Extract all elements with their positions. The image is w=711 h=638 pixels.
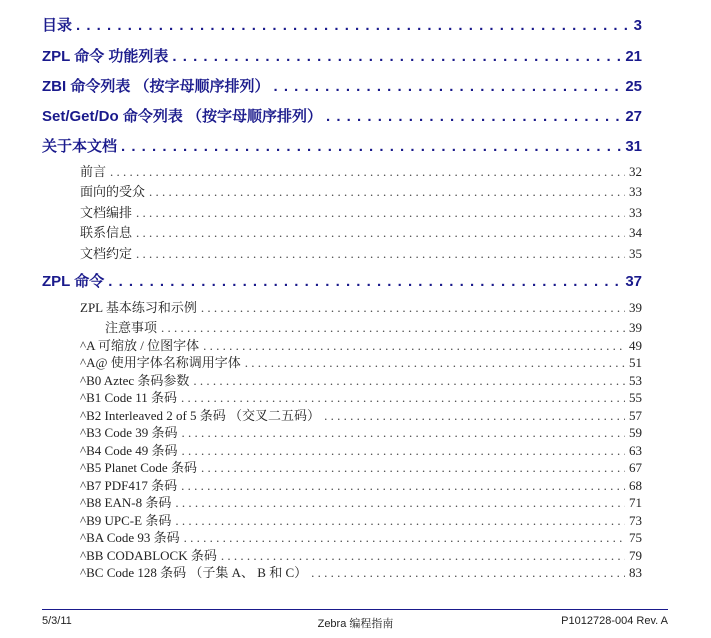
toc-page-number: 57 — [629, 408, 642, 423]
toc-entry-title: 前言 — [80, 164, 107, 179]
dot-leader — [201, 460, 625, 476]
toc-page-number: 83 — [629, 565, 642, 580]
toc-page-number: 39 — [629, 300, 642, 315]
footer-document-id: P1012728-004 Rev. A — [561, 615, 668, 627]
toc-entry-title: ^BA Code 93 条码 — [80, 530, 180, 545]
toc-entry-title: ^B1 Code 11 条码 — [80, 390, 177, 405]
toc-entry-title: ZPL 基本练习和示例 — [80, 300, 197, 315]
toc-entry-title: 联系信息 — [80, 225, 133, 240]
toc-entry[interactable] — [80, 545, 642, 562]
toc-entry[interactable] — [80, 405, 642, 422]
toc-page-number: 49 — [629, 338, 642, 353]
toc-entry[interactable] — [80, 352, 642, 369]
toc-page-number: 39 — [629, 320, 642, 335]
toc-entry-title: ^B8 EAN-8 条码 — [80, 495, 172, 510]
toc-entry[interactable] — [80, 492, 642, 509]
toc-page-number: 35 — [629, 246, 642, 261]
dot-leader — [326, 108, 621, 125]
dot-leader — [311, 565, 625, 581]
toc-page-number: 53 — [629, 373, 642, 388]
toc-entry-title: ^B9 UPC-E 条码 — [80, 513, 172, 528]
toc-chapter-zpl-functional-list[interactable] — [42, 45, 642, 65]
toc-entry[interactable] — [80, 335, 642, 352]
toc-entry[interactable] — [80, 457, 642, 474]
toc-entry-title: 文档约定 — [80, 246, 133, 261]
toc-entry[interactable] — [80, 243, 642, 260]
toc-page-number: 25 — [625, 78, 642, 95]
toc-page-number: 33 — [629, 184, 642, 199]
toc-entry-title: ^BC Code 128 条码 （子集 A、 B 和 C） — [80, 565, 308, 580]
toc-page-number: 21 — [625, 48, 642, 65]
dot-leader — [76, 17, 630, 34]
toc-page-number: 71 — [629, 495, 642, 510]
toc-entry-title: ^BB CODABLOCK 条码 — [80, 548, 217, 563]
toc-entry[interactable] — [80, 161, 642, 178]
toc-entry-title: ^B0 Aztec 条码参数 — [80, 373, 190, 388]
toc-entry[interactable] — [80, 510, 642, 527]
toc-entry[interactable] — [80, 370, 642, 387]
toc-page-number: 3 — [633, 17, 642, 34]
toc-entry[interactable] — [80, 475, 642, 492]
toc-entry[interactable] — [80, 387, 642, 404]
toc-entry[interactable] — [80, 562, 642, 579]
toc-entry[interactable] — [80, 527, 642, 544]
toc-chapter-zbi-list[interactable] — [42, 75, 642, 95]
toc-entry-title: 面向的受众 — [80, 184, 146, 199]
toc-page-number: 79 — [629, 548, 642, 563]
toc-entry-title: 文档编排 — [80, 205, 133, 220]
toc-page-number: 59 — [629, 425, 642, 440]
dot-leader — [149, 184, 625, 200]
toc-chapter-about[interactable] — [42, 135, 642, 155]
toc-entry[interactable] — [80, 440, 642, 457]
dot-leader — [172, 48, 621, 65]
toc-entry[interactable] — [80, 297, 642, 314]
dot-leader — [110, 164, 625, 180]
toc-page-number: 37 — [625, 273, 642, 290]
dot-leader — [245, 355, 625, 371]
dot-leader — [181, 390, 625, 406]
dot-leader — [184, 530, 625, 546]
toc-chapter-title: ZPL 命令 功能列表 — [42, 48, 169, 65]
dot-leader — [181, 425, 625, 441]
toc-entry[interactable] — [80, 202, 642, 219]
dot-leader — [136, 225, 625, 241]
toc-page-number: 73 — [629, 513, 642, 528]
toc-page-number: 55 — [629, 390, 642, 405]
toc-chapter-contents[interactable] — [42, 14, 642, 34]
toc-page-number: 33 — [629, 205, 642, 220]
toc-entry[interactable] — [80, 222, 642, 239]
footer-divider — [42, 609, 668, 610]
toc-entry-title: ^A@ 使用字体名称调用字体 — [80, 355, 241, 370]
toc-page-number: 63 — [629, 443, 642, 458]
toc-entry[interactable] — [80, 181, 642, 198]
dot-leader — [175, 495, 625, 511]
toc-subentry[interactable] — [105, 317, 642, 334]
dot-leader — [136, 205, 625, 221]
toc-page-number: 75 — [629, 530, 642, 545]
toc-entry-title: ^A 可缩放 / 位图字体 — [80, 338, 200, 353]
toc-chapter-title: 目录 — [42, 17, 73, 34]
toc-chapter-title: 关于本文档 — [42, 138, 118, 155]
toc-page-number: 31 — [625, 138, 642, 155]
toc-entry[interactable] — [80, 422, 642, 439]
toc-page-number: 34 — [629, 225, 642, 240]
toc-chapter-zpl-commands[interactable] — [42, 270, 642, 290]
toc-entry-title: ^B3 Code 39 条码 — [80, 425, 178, 440]
dot-leader — [201, 300, 625, 316]
toc-page-number: 67 — [629, 460, 642, 475]
toc-page-number: 51 — [629, 355, 642, 370]
toc-chapter-title: ZPL 命令 — [42, 273, 105, 290]
dot-leader — [121, 138, 621, 155]
dot-leader — [274, 78, 622, 95]
toc-page-number: 27 — [625, 108, 642, 125]
footer-guide-title: Zebra 编程指南 — [317, 618, 394, 630]
dot-leader — [161, 320, 625, 336]
toc-entry-title: ^B7 PDF417 条码 — [80, 478, 178, 493]
dot-leader — [108, 273, 621, 290]
toc-entry-title: ^B5 Planet Code 条码 — [80, 460, 197, 475]
toc-page-number: 68 — [629, 478, 642, 493]
footer-date: 5/3/11 — [42, 615, 72, 627]
toc-entry-title: ^B4 Code 49 条码 — [80, 443, 178, 458]
toc-entry-title: 注意事项 — [105, 320, 158, 335]
dot-leader — [136, 246, 625, 262]
toc-chapter-title: ZBI 命令列表 （按字母顺序排列） — [42, 78, 270, 95]
toc-entry-title: ^B2 Interleaved 2 of 5 条码 （交叉二五码） — [80, 408, 321, 423]
toc-chapter-title: Set/Get/Do 命令列表 （按字母顺序排列） — [42, 108, 323, 125]
toc-page-number: 32 — [629, 164, 642, 179]
toc-chapter-setgetdo-list[interactable] — [42, 105, 642, 125]
